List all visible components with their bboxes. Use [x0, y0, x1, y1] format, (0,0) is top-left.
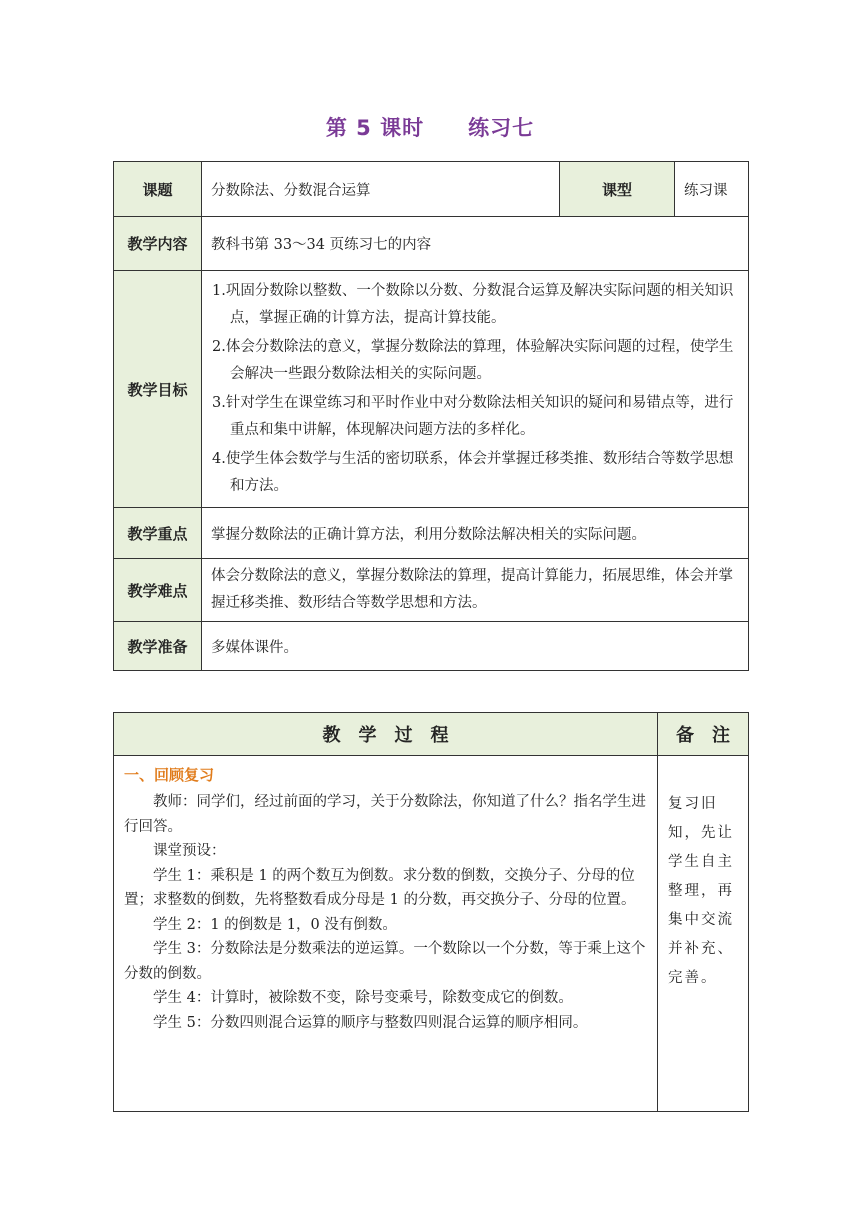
subject-value: 分数除法、分数混合运算: [202, 162, 560, 217]
type-label: 课型: [560, 162, 675, 217]
difficulty-row: [114, 559, 749, 622]
goals-list: [203, 272, 747, 506]
page-title: [0, 112, 860, 142]
note-text: 复习旧知，先让学生自主整理，再集中交流并补充、完善。: [668, 796, 734, 986]
goal-item: 1.巩固分数除以整数、一个数除以分数、分数混合运算及解决实际问题的相关知识点，掌握正确的计算方法，提高计算技能。: [212, 283, 734, 326]
key-value: 掌握分数除法的正确计算方法，利用分数除法解决相关的实际问题。: [202, 508, 749, 559]
goals-cell: [202, 271, 749, 508]
process-body-row: [114, 756, 749, 1112]
goal-item: 2.体会分数除法的意义，掌握分数除法的算理，体验解决实际问题的过程，使学生会解决一些跟分数除法相关的实际问题。: [212, 339, 734, 382]
process-paragraph: 课堂预设：: [153, 843, 226, 859]
subject-label: 课题: [114, 162, 202, 217]
goal-item: 3.针对学生在课堂练习和平时作业中对分数除法相关知识的疑问和易错点等，进行重点和集中讲解，体现解决问题方法的多样化。: [212, 395, 734, 438]
content-label: 教学内容: [114, 217, 202, 271]
teaching-process-table: [113, 712, 749, 1112]
prep-label: 教学准备: [114, 622, 202, 671]
section-title: 一、回顾复习: [124, 766, 215, 784]
key-row: [114, 508, 749, 559]
note-header: 备 注: [658, 713, 749, 756]
difficulty-label: 教学难点: [114, 559, 202, 622]
lesson-name: 练习七: [468, 116, 535, 140]
prep-value: 多媒体课件。: [202, 622, 749, 671]
content-value: 教科书第 33～34 页练习七的内容: [202, 217, 749, 271]
prep-row: [114, 622, 749, 671]
note-cell: [658, 756, 749, 1112]
difficulty-value: 体会分数除法的意义，掌握分数除法的算理，提高计算能力，拓展思维，体会并掌握迁移类推、数形结合等数学思想和方法。: [202, 559, 749, 622]
lesson-info-table: [113, 161, 749, 671]
process-paragraph: 教师：同学们，经过前面的学习，关于分数除法，你知道了什么？指名学生进行回答。: [124, 794, 646, 835]
key-label: 教学重点: [114, 508, 202, 559]
lesson-number: 第 5 课时: [325, 116, 425, 140]
process-paragraph: 学生 2：1 的倒数是 1，0 没有倒数。: [153, 916, 397, 933]
process-paragraph: 学生 1：乘积是 1 的两个数互为倒数。求分数的倒数，交换分子、分母的位置；求整数的倒数，先将整数看成分母是 1 的分数，再交换分子、分母的位置。: [124, 867, 636, 908]
goals-row: [114, 271, 749, 508]
subject-row: [114, 162, 749, 217]
process-header: 教 学 过 程: [114, 713, 658, 756]
process-paragraph: 学生 4：计算时，被除数不变，除号变乘号，除数变成它的倒数。: [153, 990, 573, 1006]
content-row: [114, 217, 749, 271]
process-cell: [114, 756, 658, 1112]
type-value: 练习课: [675, 162, 749, 217]
process-paragraph: 学生 5：分数四则混合运算的顺序与整数四则混合运算的顺序相同。: [153, 1014, 588, 1031]
goals-label: 教学目标: [114, 271, 202, 508]
process-header-row: [114, 713, 749, 756]
process-paragraph: 学生 3：分数除法是分数乘法的逆运算。一个数除以一个分数，等于乘上这个分数的倒数。: [124, 941, 646, 982]
goal-item: 4.使学生体会数学与生活的密切联系，体会并掌握迁移类推、数形结合等数学思想和方法。: [212, 451, 734, 494]
